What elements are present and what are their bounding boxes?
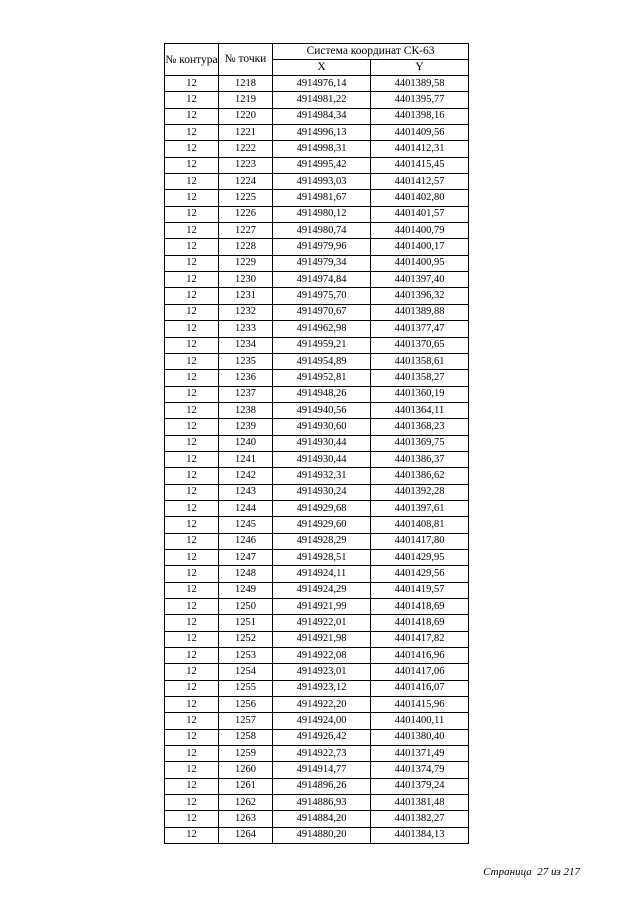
table-row — [165, 533, 469, 549]
x-cell: 4914948,26 — [273, 386, 371, 402]
y-cell: 4401401,57 — [371, 206, 469, 222]
x-cell: 4914922,01 — [273, 615, 371, 631]
y-cell: 4401400,11 — [371, 713, 469, 729]
y-cell: 4401417,82 — [371, 631, 469, 647]
contour-cell: 12 — [165, 615, 219, 631]
y-cell: 4401415,96 — [371, 697, 469, 713]
point-header: № точки — [219, 44, 273, 76]
table-row — [165, 778, 469, 794]
contour-cell: 12 — [165, 255, 219, 271]
contour-cell: 12 — [165, 337, 219, 353]
x-cell: 4914924,29 — [273, 582, 371, 598]
contour-cell: 12 — [165, 517, 219, 533]
table-row — [165, 582, 469, 598]
contour-cell: 12 — [165, 92, 219, 108]
table-row — [165, 615, 469, 631]
table-row — [165, 468, 469, 484]
contour-cell: 12 — [165, 713, 219, 729]
table-row — [165, 566, 469, 582]
table-row — [165, 484, 469, 500]
table-row — [165, 304, 469, 320]
table-row — [165, 811, 469, 827]
point-cell: 1218 — [219, 76, 273, 92]
contour-cell: 12 — [165, 108, 219, 124]
table-row — [165, 223, 469, 239]
table-header — [165, 44, 469, 76]
table-row — [165, 435, 469, 451]
point-cell: 1237 — [219, 386, 273, 402]
coordinate-system-header: Система координат СК-63 — [273, 44, 469, 60]
point-cell: 1253 — [219, 648, 273, 664]
contour-cell: 12 — [165, 157, 219, 173]
contour-cell: 12 — [165, 631, 219, 647]
point-cell: 1250 — [219, 599, 273, 615]
y-cell: 4401412,57 — [371, 174, 469, 190]
y-cell: 4401389,88 — [371, 304, 469, 320]
y-cell: 4401364,11 — [371, 402, 469, 418]
y-header: Y — [371, 60, 469, 76]
footer-total-pages: 217 — [563, 866, 580, 878]
point-cell: 1244 — [219, 500, 273, 516]
table-row — [165, 517, 469, 533]
point-cell: 1243 — [219, 484, 273, 500]
x-cell: 4914932,31 — [273, 468, 371, 484]
contour-cell: 12 — [165, 321, 219, 337]
y-cell: 4401418,69 — [371, 599, 469, 615]
contour-cell: 12 — [165, 125, 219, 141]
x-cell: 4914930,44 — [273, 435, 371, 451]
point-cell: 1225 — [219, 190, 273, 206]
x-cell: 4914923,12 — [273, 680, 371, 696]
point-cell: 1257 — [219, 713, 273, 729]
y-cell: 4401368,23 — [371, 419, 469, 435]
x-cell: 4914962,98 — [273, 321, 371, 337]
table-row — [165, 108, 469, 124]
point-cell: 1260 — [219, 762, 273, 778]
y-cell: 4401396,32 — [371, 288, 469, 304]
contour-header: № контура — [165, 44, 219, 76]
table-row — [165, 795, 469, 811]
contour-cell: 12 — [165, 141, 219, 157]
x-cell: 4914929,60 — [273, 517, 371, 533]
point-cell: 1222 — [219, 141, 273, 157]
x-cell: 4914930,24 — [273, 484, 371, 500]
x-cell: 4914886,93 — [273, 795, 371, 811]
point-cell: 1240 — [219, 435, 273, 451]
x-cell: 4914959,21 — [273, 337, 371, 353]
contour-cell: 12 — [165, 664, 219, 680]
contour-cell: 12 — [165, 762, 219, 778]
contour-cell: 12 — [165, 484, 219, 500]
point-cell: 1231 — [219, 288, 273, 304]
point-cell: 1227 — [219, 223, 273, 239]
x-cell: 4914923,01 — [273, 664, 371, 680]
contour-cell: 12 — [165, 76, 219, 92]
y-cell: 4401417,80 — [371, 533, 469, 549]
table-row — [165, 288, 469, 304]
table-row — [165, 680, 469, 696]
x-cell: 4914926,42 — [273, 729, 371, 745]
x-cell: 4914995,42 — [273, 157, 371, 173]
x-cell: 4914976,14 — [273, 76, 371, 92]
point-cell: 1232 — [219, 304, 273, 320]
x-cell: 4914922,08 — [273, 648, 371, 664]
point-cell: 1248 — [219, 566, 273, 582]
contour-cell: 12 — [165, 386, 219, 402]
point-cell: 1235 — [219, 353, 273, 369]
x-cell: 4914884,20 — [273, 811, 371, 827]
x-cell: 4914924,11 — [273, 566, 371, 582]
y-cell: 4401416,96 — [371, 648, 469, 664]
table-row — [165, 141, 469, 157]
x-cell: 4914954,89 — [273, 353, 371, 369]
contour-cell: 12 — [165, 648, 219, 664]
contour-cell: 12 — [165, 468, 219, 484]
footer-page-number: 27 — [537, 866, 549, 878]
point-cell: 1264 — [219, 827, 273, 843]
contour-cell: 12 — [165, 746, 219, 762]
point-cell: 1238 — [219, 402, 273, 418]
y-cell: 4401374,79 — [371, 762, 469, 778]
footer-of-word: из — [550, 866, 561, 878]
point-cell: 1251 — [219, 615, 273, 631]
x-cell: 4914928,51 — [273, 549, 371, 565]
y-cell: 4401384,13 — [371, 827, 469, 843]
table-row — [165, 353, 469, 369]
y-cell: 4401429,95 — [371, 549, 469, 565]
x-cell: 4914896,26 — [273, 778, 371, 794]
x-cell: 4914922,73 — [273, 746, 371, 762]
x-cell: 4914974,84 — [273, 272, 371, 288]
point-cell: 1228 — [219, 239, 273, 255]
x-cell: 4914930,44 — [273, 451, 371, 467]
x-cell: 4914914,77 — [273, 762, 371, 778]
table-row — [165, 549, 469, 565]
y-cell: 4401377,47 — [371, 321, 469, 337]
x-cell: 4914921,99 — [273, 599, 371, 615]
y-cell: 4401392,28 — [371, 484, 469, 500]
table-row — [165, 402, 469, 418]
y-cell: 4401398,16 — [371, 108, 469, 124]
table-row — [165, 125, 469, 141]
x-cell: 4914970,67 — [273, 304, 371, 320]
x-cell: 4914922,20 — [273, 697, 371, 713]
y-cell: 4401409,56 — [371, 125, 469, 141]
table-row — [165, 76, 469, 92]
point-cell: 1255 — [219, 680, 273, 696]
point-cell: 1229 — [219, 255, 273, 271]
y-cell: 4401381,48 — [371, 795, 469, 811]
x-header: X — [273, 60, 371, 76]
x-cell: 4914952,81 — [273, 370, 371, 386]
y-cell: 4401415,45 — [371, 157, 469, 173]
contour-cell: 12 — [165, 190, 219, 206]
x-cell: 4914979,96 — [273, 239, 371, 255]
point-cell: 1252 — [219, 631, 273, 647]
point-cell: 1241 — [219, 451, 273, 467]
contour-cell: 12 — [165, 419, 219, 435]
y-cell: 4401429,56 — [371, 566, 469, 582]
y-cell: 4401397,40 — [371, 272, 469, 288]
table-row — [165, 157, 469, 173]
point-cell: 1224 — [219, 174, 273, 190]
x-cell: 4914993,03 — [273, 174, 371, 190]
y-cell: 4401382,27 — [371, 811, 469, 827]
table-row — [165, 272, 469, 288]
y-cell: 4401386,37 — [371, 451, 469, 467]
table-row — [165, 174, 469, 190]
point-cell: 1220 — [219, 108, 273, 124]
y-cell: 4401416,07 — [371, 680, 469, 696]
contour-cell: 12 — [165, 582, 219, 598]
x-cell: 4914940,56 — [273, 402, 371, 418]
contour-cell: 12 — [165, 827, 219, 843]
table-row — [165, 713, 469, 729]
table-row — [165, 631, 469, 647]
x-cell: 4914928,29 — [273, 533, 371, 549]
contour-cell: 12 — [165, 272, 219, 288]
x-cell: 4914880,20 — [273, 827, 371, 843]
x-cell: 4914998,31 — [273, 141, 371, 157]
contour-cell: 12 — [165, 566, 219, 582]
contour-cell: 12 — [165, 304, 219, 320]
y-cell: 4401395,77 — [371, 92, 469, 108]
point-cell: 1239 — [219, 419, 273, 435]
table-row — [165, 190, 469, 206]
contour-cell: 12 — [165, 533, 219, 549]
table-row — [165, 92, 469, 108]
x-cell: 4914975,70 — [273, 288, 371, 304]
table-row — [165, 239, 469, 255]
point-cell: 1226 — [219, 206, 273, 222]
table-row — [165, 206, 469, 222]
contour-cell: 12 — [165, 549, 219, 565]
x-cell: 4914921,98 — [273, 631, 371, 647]
y-cell: 4401397,61 — [371, 500, 469, 516]
table-row — [165, 255, 469, 271]
x-cell: 4914929,68 — [273, 500, 371, 516]
point-cell: 1254 — [219, 664, 273, 680]
contour-cell: 12 — [165, 402, 219, 418]
point-cell: 1263 — [219, 811, 273, 827]
y-cell: 4401389,58 — [371, 76, 469, 92]
contour-cell: 12 — [165, 370, 219, 386]
y-cell: 4401386,62 — [371, 468, 469, 484]
table-row — [165, 337, 469, 353]
contour-cell: 12 — [165, 697, 219, 713]
table-body — [165, 76, 469, 844]
point-cell: 1261 — [219, 778, 273, 794]
table-row — [165, 762, 469, 778]
y-cell: 4401408,81 — [371, 517, 469, 533]
x-cell: 4914981,22 — [273, 92, 371, 108]
y-cell: 4401400,79 — [371, 223, 469, 239]
y-cell: 4401400,17 — [371, 239, 469, 255]
contour-cell: 12 — [165, 729, 219, 745]
y-cell: 4401419,57 — [371, 582, 469, 598]
contour-cell: 12 — [165, 239, 219, 255]
y-cell: 4401369,75 — [371, 435, 469, 451]
x-cell: 4914996,13 — [273, 125, 371, 141]
y-cell: 4401360,19 — [371, 386, 469, 402]
contour-cell: 12 — [165, 778, 219, 794]
contour-cell: 12 — [165, 288, 219, 304]
contour-cell: 12 — [165, 435, 219, 451]
contour-cell: 12 — [165, 599, 219, 615]
y-cell: 4401370,65 — [371, 337, 469, 353]
table-row — [165, 827, 469, 843]
point-cell: 1246 — [219, 533, 273, 549]
table-row — [165, 370, 469, 386]
point-cell: 1258 — [219, 729, 273, 745]
contour-cell: 12 — [165, 795, 219, 811]
coordinates-table — [164, 43, 469, 844]
contour-cell: 12 — [165, 811, 219, 827]
table-row — [165, 599, 469, 615]
y-cell: 4401380,40 — [371, 729, 469, 745]
point-cell: 1247 — [219, 549, 273, 565]
table-row — [165, 648, 469, 664]
point-cell: 1249 — [219, 582, 273, 598]
x-cell: 4914980,12 — [273, 206, 371, 222]
point-cell: 1236 — [219, 370, 273, 386]
x-cell: 4914924,00 — [273, 713, 371, 729]
y-cell: 4401371,49 — [371, 746, 469, 762]
contour-cell: 12 — [165, 451, 219, 467]
table-row — [165, 697, 469, 713]
table-row — [165, 451, 469, 467]
point-cell: 1223 — [219, 157, 273, 173]
footer-page-word: Страница — [483, 866, 532, 878]
contour-cell: 12 — [165, 680, 219, 696]
point-cell: 1242 — [219, 468, 273, 484]
contour-cell: 12 — [165, 174, 219, 190]
table-row — [165, 664, 469, 680]
y-cell: 4401379,24 — [371, 778, 469, 794]
y-cell: 4401358,61 — [371, 353, 469, 369]
table-row — [165, 321, 469, 337]
point-cell: 1256 — [219, 697, 273, 713]
table-row — [165, 500, 469, 516]
point-cell: 1245 — [219, 517, 273, 533]
contour-cell: 12 — [165, 353, 219, 369]
y-cell: 4401402,80 — [371, 190, 469, 206]
point-cell: 1233 — [219, 321, 273, 337]
x-cell: 4914979,34 — [273, 255, 371, 271]
table-row — [165, 386, 469, 402]
y-cell: 4401412,31 — [371, 141, 469, 157]
table-row — [165, 746, 469, 762]
contour-cell: 12 — [165, 206, 219, 222]
point-cell: 1219 — [219, 92, 273, 108]
table-row — [165, 419, 469, 435]
x-cell: 4914930,60 — [273, 419, 371, 435]
y-cell: 4401417,06 — [371, 664, 469, 680]
point-cell: 1259 — [219, 746, 273, 762]
x-cell: 4914980,74 — [273, 223, 371, 239]
point-cell: 1262 — [219, 795, 273, 811]
point-cell: 1230 — [219, 272, 273, 288]
y-cell: 4401358,27 — [371, 370, 469, 386]
x-cell: 4914984,34 — [273, 108, 371, 124]
page-footer — [483, 866, 580, 878]
x-cell: 4914981,67 — [273, 190, 371, 206]
y-cell: 4401400,95 — [371, 255, 469, 271]
contour-cell: 12 — [165, 223, 219, 239]
y-cell: 4401418,69 — [371, 615, 469, 631]
table-row — [165, 729, 469, 745]
point-cell: 1234 — [219, 337, 273, 353]
contour-cell: 12 — [165, 500, 219, 516]
point-cell: 1221 — [219, 125, 273, 141]
